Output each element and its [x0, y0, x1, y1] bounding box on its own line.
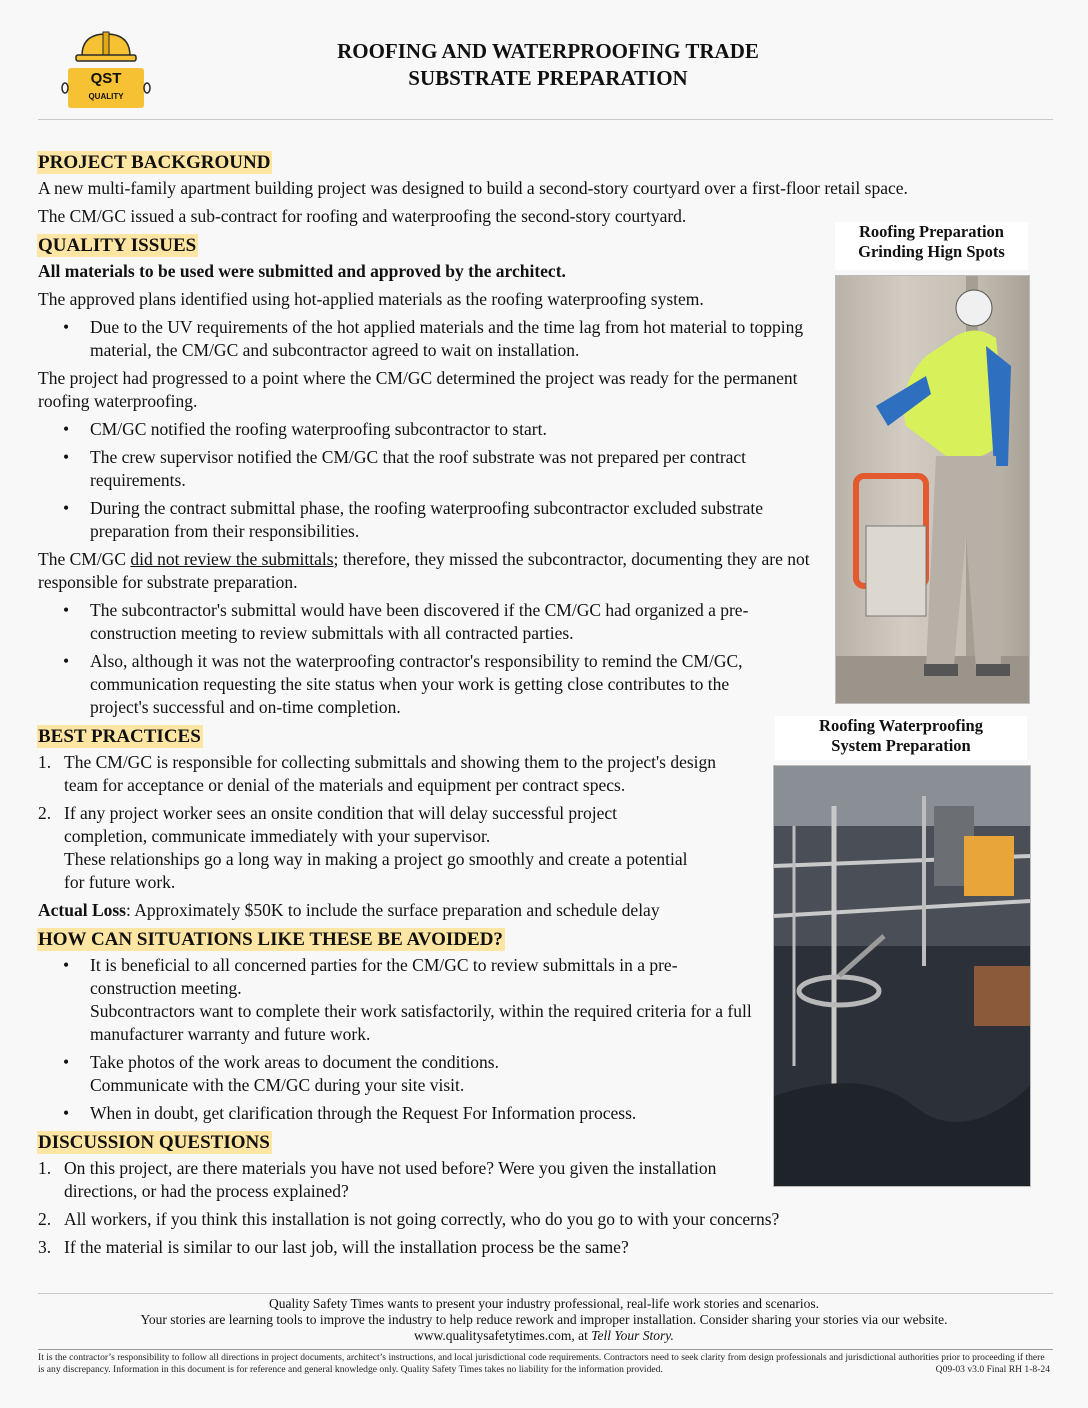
list-item: • The crew supervisor notified the CM/GC that the roof substrate was not prepared per contract requirements. [63, 447, 747, 490]
logo-subtext: QUALITY [88, 92, 124, 101]
quality-issues-heading: QUALITY ISSUES [38, 235, 197, 256]
list-item: 1. On this project, are there materials you have not used before? Were you given the installation directions, or had the process explained? [38, 1158, 717, 1201]
header-divider [38, 119, 1053, 120]
project-background-heading: PROJECT BACKGROUND [38, 152, 271, 173]
avoid-heading: HOW CAN SITUATIONS LIKE THESE BE AVOIDED? [38, 929, 503, 950]
bullet-icon: • [63, 955, 70, 975]
list-item: • When in doubt, get clarification through the Request For Information process. [63, 1103, 637, 1123]
bullet-icon: • [63, 419, 70, 439]
title-line-1: ROOFING AND WATERPROOFING TRADE [337, 39, 759, 63]
bullet-icon: • [63, 498, 70, 518]
quality-bullets-1 [38, 316, 828, 362]
background-paragraph-2: The CM/GC issued a sub-contract for roofing and waterproofing the second-story courtyard. [38, 206, 687, 226]
quality-paragraph-2: The project had progressed to a point where the CM/GC determined the project was ready for the permanent roofing waterproofing. [38, 368, 798, 411]
logo-text: QST [90, 70, 122, 87]
list-item: • Take photos of the work areas to document the conditions. Communicate with the CM/GC during your site visit. [63, 1052, 499, 1095]
list-item: 2. If any project worker sees an onsite condition that will delay successful project completion, communicate immediately with your supervisor. These relationships go a long way in making a project go smoothly and create a potential for future work. [38, 803, 688, 892]
quality-bold-line: All materials to be used were submitted and approved by the architect. [38, 261, 566, 281]
document-id: Q09-03 v3.0 Final RH 1-8-24 [935, 1364, 1050, 1375]
quality-paragraph-1: The approved plans identified using hot-applied materials as the roofing waterproofing system. [38, 289, 704, 309]
quality-paragraph-3: The CM/GC did not review the submittals; therefore, they missed the subcontractor, documenting they are not responsible for substrate preparation. [38, 549, 810, 592]
bullet-icon: • [63, 651, 70, 671]
list-item: 1. The CM/GC is responsible for collecting submittals and showing them to the project's design team for acceptance or denial of the materials and equipment per contract specs. [38, 752, 717, 795]
discussion-list [38, 1157, 828, 1259]
list-item: • Also, although it was not the waterproofing contractor's responsibility to remind the CM/GC, communication requesting the site status when your work is getting close contributes to the project's successful and on-time completion. [63, 651, 743, 717]
actual-loss: Actual Loss: Approximately $50K to include the surface preparation and schedule delay [38, 900, 660, 920]
list-item: • It is beneficial to all concerned parties for the CM/GC to review submittals in a pre-construction meeting. Subcontractors want to complete their work satisfactorily, within the required criteria for a full manufacturer warranty and future work. [63, 955, 752, 1044]
disclaimer [38, 1352, 1050, 1376]
membrane-photo [773, 765, 1031, 1187]
underlined-phrase: did not review the submittals [130, 549, 334, 569]
bullet-icon: • [63, 1052, 70, 1072]
photo-2-caption: Roofing Waterproofing System Preparation [775, 716, 1027, 760]
list-item: • The subcontractor's submittal would have been discovered if the CM/GC had organized a pre-construction meeting to review submittals with all contracted parties. [63, 600, 749, 643]
title-line-2: SUBSTRATE PREPARATION [408, 66, 688, 90]
list-item: • During the contract submittal phase, the roofing waterproofing subcontractor excluded substrate preparation from their responsibilities. [63, 498, 764, 541]
photo-1-caption: Roofing Preparation Grinding Hign Spots [835, 222, 1028, 270]
footer-line-2: Your stories are learning tools to improve the industry to help reduce rework and improper installation. Consider sharing your stories via our website. [140, 1312, 948, 1327]
footer [0, 1296, 1088, 1344]
best-practices-list [38, 751, 828, 894]
roof-membrane-image-icon [774, 766, 1030, 1186]
footer-line-3: www.qualitysafetytimes.com, at Tell Your Story. [414, 1328, 674, 1343]
quality-bullets-2 [38, 418, 828, 543]
best-practices-heading: BEST PRACTICES [38, 726, 201, 747]
bullet-icon: • [63, 1103, 70, 1123]
discussion-heading: DISCUSSION QUESTIONS [38, 1132, 270, 1153]
quality-bullets-3 [38, 599, 828, 719]
disclaimer-divider [38, 1349, 1053, 1350]
page-title [0, 38, 1088, 92]
list-item: • Due to the UV requirements of the hot applied materials and the time lag from hot material to topping material, the CM/GC and subcontractor agreed to wait on installation. [63, 317, 804, 360]
bullet-icon: • [63, 447, 70, 467]
bullet-icon: • [63, 600, 70, 620]
list-item: • CM/GC notified the roofing waterproofing subcontractor to start. [63, 419, 547, 439]
grinding-photo [835, 275, 1030, 704]
footer-line-1: Quality Safety Times wants to present your industry professional, real-life work stories and scenarios. [268, 1296, 820, 1311]
background-paragraph-1: A new multi-family apartment building project was designed to build a second-story courtyard over a first-floor retail space. [38, 178, 908, 198]
list-item: 2. All workers, if you think this installation is not going correctly, who do you go to with your concerns? [38, 1209, 780, 1229]
bullet-icon: • [63, 317, 70, 337]
disclaimer-text: It is the contractor’s responsibility to follow all directions in project documents, architect’s instructions, and local jurisdictional code requirements. Contractors need to seek clarity from design professionals and jurisdictional authorities prior to proceeding if there is any discrepancy. Information in this document is for reference and general knowledge only. Quality Safety Times takes no liability for the information provided. [38, 1352, 1045, 1375]
worker-grinding-image-icon [836, 276, 1029, 703]
footer-divider [38, 1293, 1053, 1294]
list-item: 3. If the material is similar to our last job, will the installation process be the same? [38, 1237, 629, 1257]
avoid-list [38, 954, 828, 1125]
